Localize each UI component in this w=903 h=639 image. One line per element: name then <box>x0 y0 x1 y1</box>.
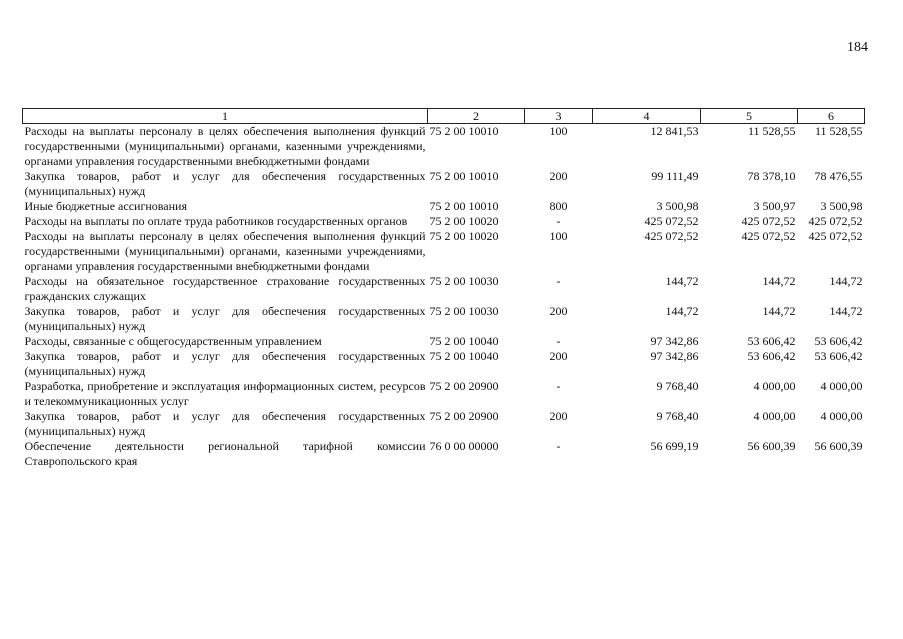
table-row <box>23 304 865 334</box>
row-kind: 100 <box>549 229 568 243</box>
row-value-1: 97 342,86 <box>650 334 699 348</box>
row-value-2: 3 500,97 <box>753 199 796 213</box>
row-value-1: 425 072,52 <box>644 229 699 243</box>
table-row <box>23 169 865 199</box>
table-row <box>23 334 865 349</box>
header-col-1: 1 <box>23 109 428 124</box>
row-value-1: 144,72 <box>665 274 699 288</box>
row-value-1: 425 072,52 <box>644 214 699 228</box>
row-value-2: 4 000,00 <box>753 379 796 393</box>
row-value-3: 144,72 <box>829 274 863 288</box>
row-value-3: 11 528,55 <box>814 124 863 138</box>
row-code: 75 2 00 10020 <box>429 229 499 243</box>
row-code: 75 2 00 10040 <box>429 349 499 363</box>
table-row <box>23 274 865 304</box>
row-value-1: 97 342,86 <box>650 349 699 363</box>
row-kind: - <box>556 439 561 453</box>
row-value-2: 425 072,52 <box>741 229 796 243</box>
row-code: 75 2 00 10020 <box>429 214 499 228</box>
row-kind: 200 <box>549 304 568 318</box>
row-name: Обеспечение деятельности региональной тарифной комиссии Ставропольского края <box>24 439 426 468</box>
row-value-2: 4 000,00 <box>753 409 796 423</box>
row-value-2: 425 072,52 <box>741 214 796 228</box>
row-name: Закупка товаров, работ и услуг для обеспечения государственных (муниципальных) нужд <box>24 349 426 378</box>
row-name: Расходы на выплаты по оплате труда работников государственных органов <box>24 214 408 228</box>
header-col-4: 4 <box>593 109 701 124</box>
row-value-2: 11 528,55 <box>747 124 796 138</box>
row-value-1: 3 500,98 <box>656 199 699 213</box>
row-kind: - <box>556 379 561 393</box>
row-value-3: 4 000,00 <box>820 379 863 393</box>
row-kind: 800 <box>549 199 568 213</box>
table-row <box>23 229 865 274</box>
row-name: Закупка товаров, работ и услуг для обеспечения государственных (муниципальных) нужд <box>24 409 426 438</box>
row-kind: 200 <box>549 349 568 363</box>
row-name: Расходы на обязательное государственное страхование государственных гражданских служащих <box>24 274 426 303</box>
header-col-2: 2 <box>428 109 525 124</box>
table-row <box>23 439 865 469</box>
row-name: Закупка товаров, работ и услуг для обеспечения государственных (муниципальных) нужд <box>24 169 426 198</box>
table-row <box>23 214 865 229</box>
table-header <box>23 109 865 124</box>
row-code: 75 2 00 10040 <box>429 334 499 348</box>
row-name: Расходы на выплаты персоналу в целях обеспечения выполнения функций государственными (муниципальными) органами, казенными учреждениями, органами управления государственными внебюджетными фондами <box>24 124 426 168</box>
row-value-1: 9 768,40 <box>656 379 699 393</box>
row-kind: - <box>556 334 561 348</box>
row-code: 75 2 00 10010 <box>429 199 499 213</box>
row-name: Иные бюджетные ассигнования <box>24 199 187 213</box>
row-value-3: 425 072,52 <box>808 229 863 243</box>
budget-table <box>22 108 865 469</box>
row-value-3: 53 606,42 <box>814 334 863 348</box>
row-code: 75 2 00 20900 <box>429 409 499 423</box>
row-name: Расходы, связанные с общегосударственным управлением <box>24 334 322 348</box>
table-row <box>23 349 865 379</box>
row-value-1: 144,72 <box>665 304 699 318</box>
row-kind: 100 <box>549 124 568 138</box>
row-code: 75 2 00 10030 <box>429 304 499 318</box>
table-row <box>23 409 865 439</box>
header-col-5: 5 <box>701 109 798 124</box>
page-number: 184 <box>847 40 868 55</box>
row-kind: 200 <box>549 169 568 183</box>
row-kind: - <box>556 214 561 228</box>
row-value-2: 78 378,10 <box>747 169 796 183</box>
row-name: Разработка, приобретение и эксплуатация информационных систем, ресурсов и телекоммуникационных услуг <box>24 379 426 408</box>
row-value-3: 3 500,98 <box>820 199 863 213</box>
header-col-3: 3 <box>525 109 593 124</box>
row-value-2: 56 600,39 <box>747 439 796 453</box>
table-row <box>23 124 865 170</box>
row-value-1: 99 111,49 <box>651 169 699 183</box>
row-value-2: 144,72 <box>762 304 796 318</box>
row-value-1: 12 841,53 <box>650 124 699 138</box>
table-body <box>23 124 865 470</box>
row-code: 75 2 00 20900 <box>429 379 499 393</box>
row-value-2: 144,72 <box>762 274 796 288</box>
row-kind: 200 <box>549 409 568 423</box>
table-row <box>23 199 865 214</box>
header-row <box>23 109 865 124</box>
row-value-1: 56 699,19 <box>650 439 699 453</box>
row-value-3: 144,72 <box>829 304 863 318</box>
row-code: 75 2 00 10010 <box>429 124 499 138</box>
row-value-2: 53 606,42 <box>747 334 796 348</box>
row-name: Расходы на выплаты персоналу в целях обеспечения выполнения функций государственными (муниципальными) органами, казенными учреждениями, органами управления государственными внебюджетными фондами <box>24 229 426 273</box>
header-col-6: 6 <box>798 109 865 124</box>
row-value-3: 53 606,42 <box>814 349 863 363</box>
row-value-1: 9 768,40 <box>656 409 699 423</box>
row-kind: - <box>556 274 561 288</box>
row-value-3: 56 600,39 <box>814 439 863 453</box>
row-value-3: 425 072,52 <box>808 214 863 228</box>
row-code: 75 2 00 10010 <box>429 169 499 183</box>
row-code: 75 2 00 10030 <box>429 274 499 288</box>
row-name: Закупка товаров, работ и услуг для обеспечения государственных (муниципальных) нужд <box>24 304 426 333</box>
row-value-2: 53 606,42 <box>747 349 796 363</box>
row-value-3: 4 000,00 <box>820 409 863 423</box>
row-code: 76 0 00 00000 <box>429 439 499 453</box>
row-value-3: 78 476,55 <box>814 169 863 183</box>
table-row <box>23 379 865 409</box>
